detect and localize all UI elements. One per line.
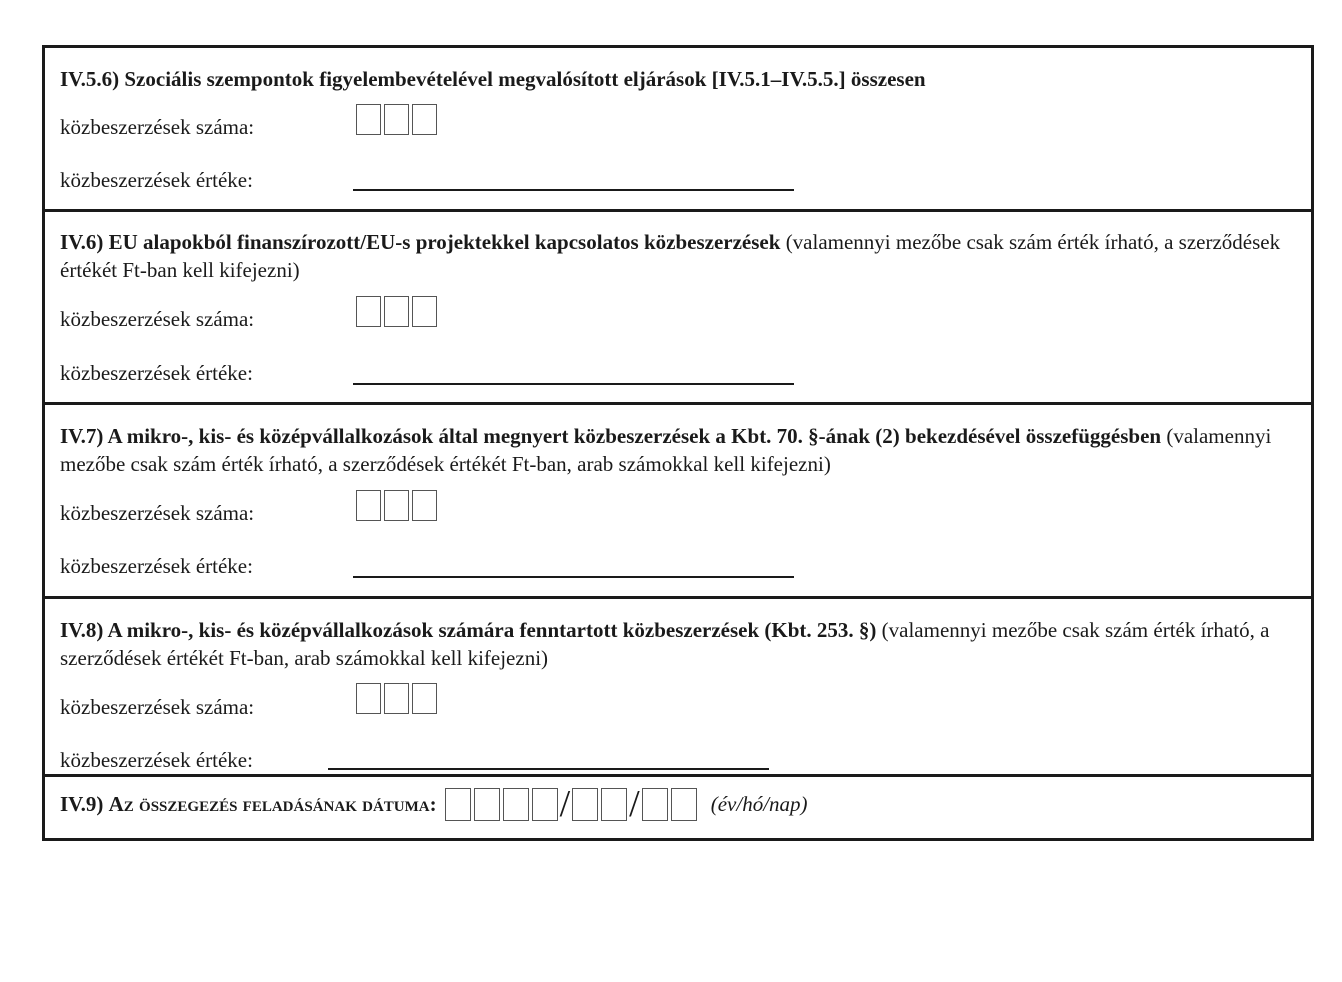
section-iv-5-6 [45, 48, 1311, 212]
year-digit-box[interactable] [503, 788, 529, 821]
digit-box[interactable] [384, 490, 409, 521]
count-label: közbeszerzések száma: [60, 501, 255, 525]
value-label: közbeszerzések értéke: [60, 554, 253, 578]
count-input-boxes[interactable] [356, 296, 437, 327]
count-input-boxes[interactable] [356, 683, 437, 714]
digit-box[interactable] [356, 104, 381, 135]
value-label: közbeszerzések értéke: [60, 361, 253, 385]
digit-box[interactable] [412, 296, 437, 327]
section-heading-note: (valamennyi mezőbe csak szám érték írható, a szerződések értékét Ft-ban kell kifejezni) [60, 230, 1281, 282]
digit-box[interactable] [356, 490, 381, 521]
section-heading-note: (valamennyi mezőbe csak szám érték írható, a szerződések értékét Ft-ban, arab számokkal kell kifejezni) [60, 618, 1270, 670]
digit-box[interactable] [412, 683, 437, 714]
date-format-hint: (év/hó/nap) [710, 792, 808, 816]
value-input-line[interactable] [353, 383, 794, 385]
count-label: közbeszerzések száma: [60, 307, 255, 331]
year-boxes[interactable] [445, 788, 558, 821]
date-title [60, 792, 437, 817]
section-heading-bold: IV.7) A mikro-, kis- és középvállalkozások által megnyert közbeszerzések a Kbt. 70. §-ának (2) bekezdésével összefüggésben [60, 424, 1162, 448]
value-input-line[interactable] [353, 189, 794, 191]
section-heading [60, 616, 1291, 672]
date-row [60, 783, 808, 825]
value-input-line[interactable] [328, 768, 769, 770]
section-heading-bold: IV.6) EU alapokból finanszírozott/EU-s projektekkel kapcsolatos közbeszerzések [60, 230, 781, 254]
digit-box[interactable] [384, 683, 409, 714]
count-input-boxes[interactable] [356, 104, 437, 135]
digit-box[interactable] [356, 683, 381, 714]
date-prefix: IV.9) [60, 792, 104, 816]
digit-box[interactable] [384, 104, 409, 135]
day-digit-box[interactable] [671, 788, 697, 821]
section-heading-bold: IV.5.6) Szociális szempontok figyelembevételével megvalósított eljárások [IV.5.1–IV.5.5.] összesen [60, 67, 926, 91]
date-title-text: Az összegezés feladásának dátuma: [108, 792, 437, 816]
section-heading-bold: IV.8) A mikro-, kis- és középvállalkozások számára fenntartott közbeszerzések (Kbt. 253. §) [60, 618, 877, 642]
section-heading [60, 228, 1291, 284]
section-heading-note: (valamennyi mezőbe csak szám érték írható, a szerződések értékét Ft-ban, arab számokkal kell kifejezni) [60, 424, 1272, 476]
month-digit-box[interactable] [601, 788, 627, 821]
year-digit-box[interactable] [445, 788, 471, 821]
year-digit-box[interactable] [474, 788, 500, 821]
procurement-form [42, 45, 1314, 841]
digit-box[interactable] [356, 296, 381, 327]
date-separator: / [629, 783, 640, 825]
section-iv-9 [45, 774, 1311, 838]
section-heading [60, 65, 1291, 93]
section-iv-7 [45, 402, 1311, 599]
digit-box[interactable] [412, 490, 437, 521]
date-separator: / [559, 783, 571, 825]
section-iv-6 [45, 209, 1311, 405]
value-label: közbeszerzések értéke: [60, 748, 253, 772]
count-label: közbeszerzések száma: [60, 695, 255, 719]
count-input-boxes[interactable] [356, 490, 437, 521]
month-boxes[interactable] [572, 788, 627, 821]
section-iv-8 [45, 596, 1311, 777]
digit-box[interactable] [384, 296, 409, 327]
day-digit-box[interactable] [642, 788, 668, 821]
day-boxes[interactable] [642, 788, 697, 821]
year-digit-box[interactable] [532, 788, 558, 821]
section-heading [60, 422, 1291, 478]
value-input-line[interactable] [353, 576, 794, 578]
month-digit-box[interactable] [572, 788, 598, 821]
count-label: közbeszerzések száma: [60, 115, 255, 139]
value-label: közbeszerzések értéke: [60, 168, 253, 192]
digit-box[interactable] [412, 104, 437, 135]
